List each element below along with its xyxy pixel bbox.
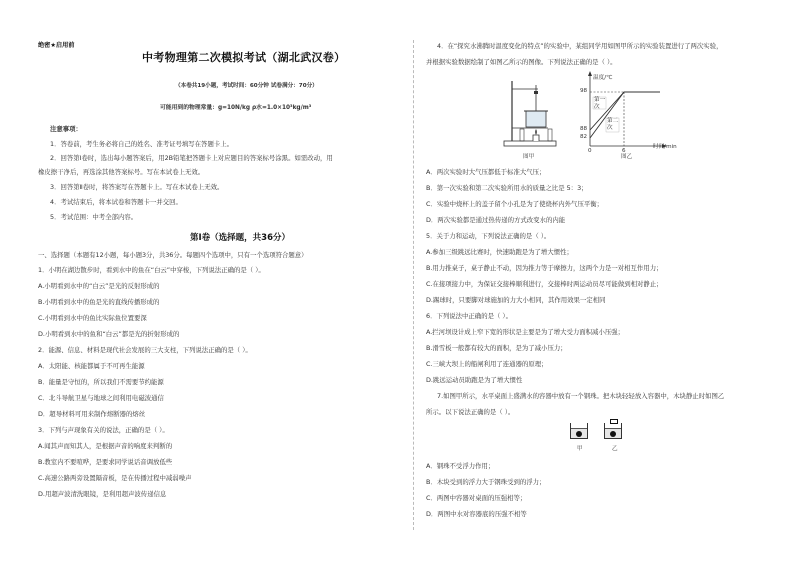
- option-line: B.滑雪板一般都有较大的面积，是为了减小压力；: [426, 344, 567, 352]
- question-7-cont: 所示。以下说法正确的是（ ）。: [426, 408, 515, 416]
- graph-y-label: 温度/℃: [593, 75, 613, 81]
- option-line: D.用超声波清洗眼镜，是利用超声波传递信息: [38, 490, 167, 498]
- y-tick-98: 98: [580, 88, 588, 94]
- option-line: C.小明看到水中的鱼比实际鱼位置要深: [38, 314, 147, 322]
- apparatus-figure: [500, 75, 560, 155]
- section-title: 第Ⅰ卷（选择题，共36分）: [190, 233, 290, 243]
- note-line: 4．考试结束后，将本试卷和答题卡一并交回。: [50, 198, 182, 206]
- option-line: C.高速公路两旁设置隔音板，是在传播过程中减弱噪声: [38, 474, 192, 482]
- exam-subtitle: （本卷共19小题，考试时间：60分钟 试卷满分：70分）: [175, 83, 318, 89]
- option-line: A.小明看到水中的“白云”是光的反射形成的: [38, 282, 160, 290]
- question-7: 7.如图甲所示，水平桌面上盛满水的容器中放有一个钢珠。把木块轻轻放入容器中，木块静止时如图乙: [437, 392, 725, 400]
- question-2: 2．能源、信息、材料是现代社会发展的三大支柱，下列说法正确的是（ ）。: [38, 346, 252, 354]
- note-line: 5．考试范围：中考全部内容。: [50, 213, 138, 221]
- question-1: 1．小明在湖边散步时，看到水中的鱼在“白云”中穿梭，下列说法正确的是（ ）。: [38, 266, 265, 274]
- graph-x-label: 时间/min: [653, 144, 677, 150]
- temperature-time-graph: [568, 68, 698, 153]
- option-line: D．两次实验都是通过热传递的方式改变水的内能: [426, 216, 566, 224]
- option-line: C．北斗导航卫星与地球之间利用电磁波通信: [38, 394, 164, 402]
- question-4-cont: 并根据实验数据绘制了如图乙所示的图像。下列说法正确的是（ ）。: [426, 58, 617, 66]
- option-line: D.小明看到水中的鱼和“白云”都是光的折射形成的: [38, 330, 180, 338]
- note-line: 1．答卷前，考生务必将自己的姓名、准考证号填写在答题卡上。: [50, 140, 234, 148]
- option-line: D.踢球时，只要脚对球施加的力大小相同，其作用效果一定相同: [426, 296, 606, 304]
- option-line: B.小明看到水中的鱼是光的直线传播形成的: [38, 298, 160, 306]
- option-line: B．能量是守恒的，所以我们不需要节约能源: [38, 378, 164, 386]
- option-line: C．实验中烧杯上的盖子留个小孔是为了使烧杯内外气压平衡；: [426, 200, 604, 208]
- container-jia: [570, 423, 588, 439]
- confidential-mark: 绝密★启用前: [38, 42, 75, 49]
- question-6: 6．下列说法中正确的是（ ）。: [426, 312, 512, 320]
- note-line: 橡皮擦干净后，再选涂其他答案标号。写在本试卷上无效。: [38, 168, 205, 176]
- option-line: A.闻其声而知其人，是根据声音的响度来判断的: [38, 442, 173, 450]
- option-line: D．超导材料可用来制作熔断器的熔丝: [38, 410, 146, 418]
- option-line: A．太阳能、核能都属于不可再生能源: [38, 362, 145, 370]
- option-line: A.拦河坝设计成上窄下宽的形状是主要是为了增大受力面积减小压强；: [426, 328, 625, 336]
- option-line: A．两次实验时大气压都低于标准大气压；: [426, 168, 546, 176]
- wood-block: [610, 419, 618, 424]
- notes-heading: 注意事项：: [50, 125, 82, 133]
- column-divider: [413, 40, 414, 530]
- physics-constants: 可能用到的物理常量：g=10N/kg ρ水=1.0×10³kg/m³: [160, 105, 312, 111]
- option-line: D．两图中水对容器底的压强不相等: [426, 510, 527, 518]
- option-line: A．钢珠不受浮力作用；: [426, 462, 495, 470]
- series-second-label: 第二次: [607, 118, 619, 131]
- y-tick-88: 88: [580, 126, 588, 132]
- option-line: C.在接项接力中，为保证交接棒顺利进行，交接棒时两运动员尽可能做到相对静止；: [426, 280, 663, 288]
- steel-ball: [610, 431, 616, 437]
- question-5: 5．关于力和运动，下列说法正确的是（ ）。: [426, 232, 551, 240]
- option-line: B．第一次实验和第二次实验所用水的质量之比是 5：3；: [426, 184, 588, 192]
- option-line: B.教室内不要喧哗，是要求同学说话音调放低些: [38, 458, 173, 466]
- question-3: 3．下列与声现象有关的说法，正确的是（ ）。: [38, 426, 169, 434]
- steel-ball: [576, 431, 582, 437]
- note-line: 3．回答第Ⅱ卷时，将答案写在答题卡上。写在本试卷上无效。: [50, 183, 224, 191]
- option-line: A.参加三级跳远比赛时，快速助跑是为了增大惯性；: [426, 248, 573, 256]
- figure-yi-caption: 图乙: [621, 154, 633, 160]
- y-tick-82: 82: [580, 134, 588, 140]
- option-line: C.三峡大坝上的船闸利用了连通器的原理；: [426, 360, 548, 368]
- x-tick-6: 6: [622, 148, 626, 154]
- note-line: 2．回答第Ⅰ卷时，选出每小题答案后，用2B铅笔把答题卡上对应题目的答案标号涂黑。如需改动，用: [50, 154, 333, 162]
- series-first-label: 第一次: [594, 97, 606, 110]
- cup-jia-label: 甲: [577, 446, 583, 452]
- option-line: B.用力推桌子，桌子静止不动，因为推力等于摩擦力，这两个力是一对相互作用力；: [426, 264, 663, 272]
- question-4: 4．在“探究水沸腾时温度变化的特点”的实验中，某组同学用如图甲所示的实验装置进行了两次实验，: [437, 42, 723, 50]
- x-tick-0: 0: [588, 148, 592, 154]
- figure-jia-caption: 图甲: [523, 154, 535, 160]
- exam-title: 中考物理第二次模拟考试（湖北武汉卷）: [142, 51, 346, 64]
- option-line: C．两图中容器对桌面的压强相等；: [426, 494, 527, 502]
- option-line: B．木块受到的浮力大于钢珠受到的浮力；: [426, 478, 546, 486]
- container-yi: [604, 423, 622, 439]
- cup-yi-label: 乙: [612, 446, 618, 452]
- option-line: D.跳远运动员助跑是为了增大惯性: [426, 376, 523, 384]
- instruction-line: 一、选择题（本题有12小题，每小题3分，共36分。每题四个选项中，只有一个选项符合题意）: [38, 251, 308, 259]
